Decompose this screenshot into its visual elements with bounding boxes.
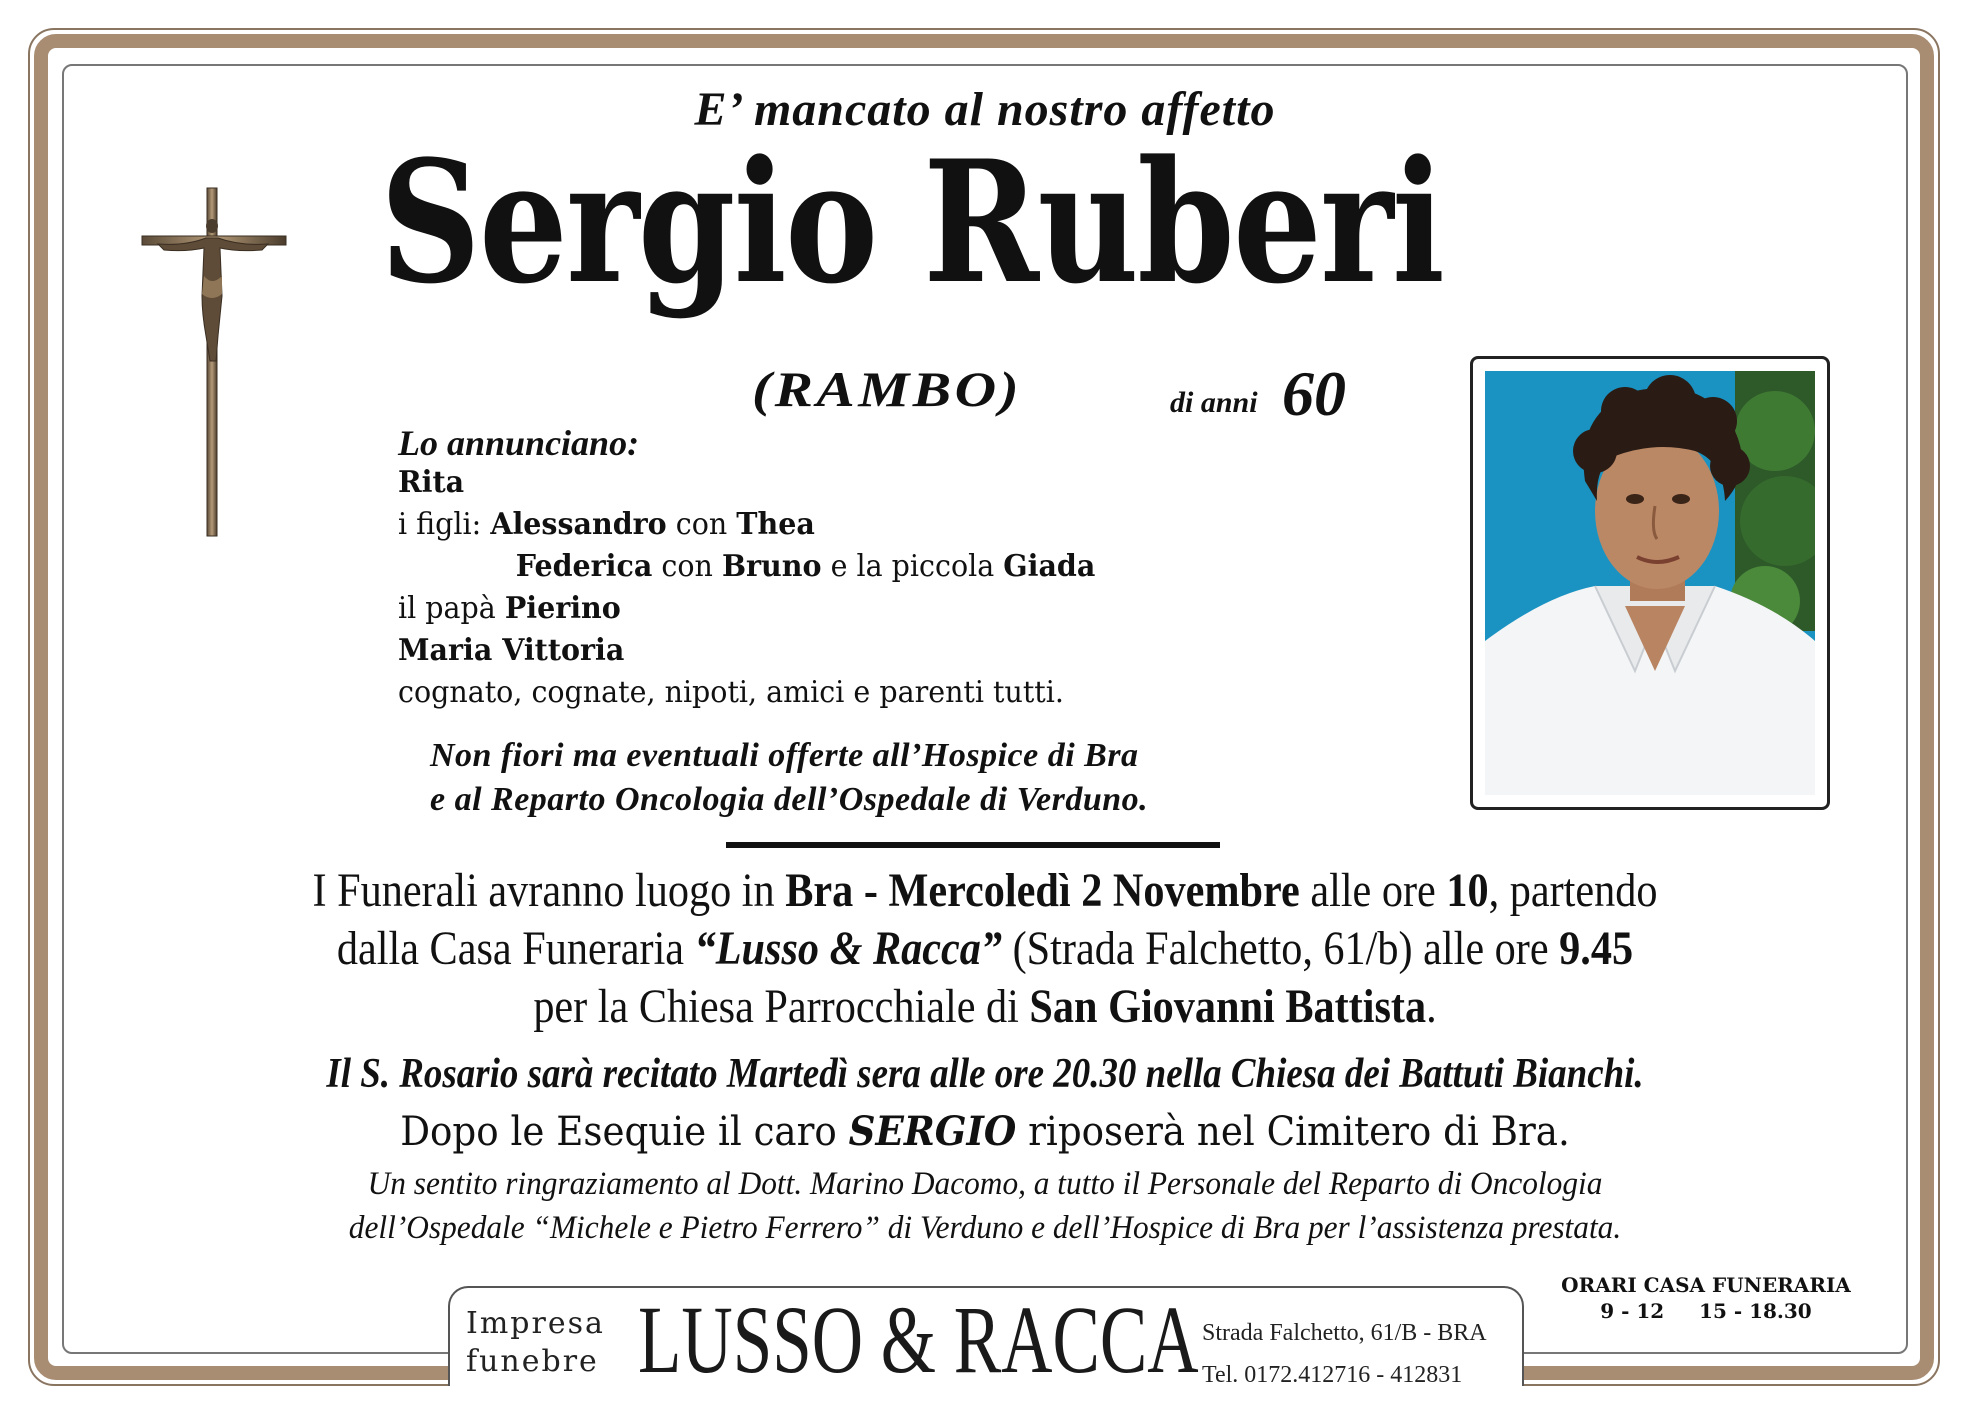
announcers-title: Lo annunciano: xyxy=(398,423,640,463)
crucifix-icon xyxy=(140,186,290,538)
child1-with: con xyxy=(675,507,728,542)
funeral-details xyxy=(118,862,1852,1036)
burial-notice-c: riposerà nel Cimitero di Bra. xyxy=(1016,1109,1570,1155)
funeral-line2 xyxy=(118,920,1852,978)
portrait-illustration xyxy=(1485,371,1815,795)
grandchild-name: Giada xyxy=(1003,549,1096,584)
impresa-label xyxy=(466,1305,605,1381)
funeral-home-contact xyxy=(1202,1312,1487,1396)
section-divider xyxy=(726,842,1220,848)
spouse-name: Rita xyxy=(398,465,465,500)
funeral-home-name: “Lusso & Racca” xyxy=(694,922,1003,975)
thanks-notice xyxy=(49,1162,1921,1250)
impresa-line1: Impresa xyxy=(466,1306,605,1341)
donation-note-line1: Non fiori ma eventuali offerte all’Hospice di Bra xyxy=(430,737,1139,774)
other-relative: Maria Vittoria xyxy=(398,633,625,668)
impresa-line2: funebre xyxy=(466,1344,599,1379)
child2-extra: e la piccola xyxy=(830,549,995,584)
family-row-child2 xyxy=(398,546,1095,588)
funeral-line2-c: (Strada Falchetto, 61/b) alle ore xyxy=(1002,922,1560,975)
thanks-line1: Un sentito ringraziamento al Dott. Marino Dacomo, a tutto il Personale del Reparto di Oncologia xyxy=(367,1166,1603,1202)
family-row-other xyxy=(398,630,1095,672)
child2-with: con xyxy=(661,549,713,584)
funeral-line2-a: dalla Casa Funeraria xyxy=(336,922,695,975)
family-list xyxy=(398,462,1095,714)
child2-partner: Bruno xyxy=(721,549,822,584)
family-row-spouse xyxy=(398,462,1095,504)
family-row-child1 xyxy=(398,504,1095,546)
donation-note xyxy=(430,734,1148,822)
intro-text: E’ mancato al nostro affetto xyxy=(694,83,1276,136)
funeral-line3-c: . xyxy=(1426,980,1437,1033)
church-name: San Giovanni Battista xyxy=(1029,980,1427,1033)
burial-notice-a: Dopo le Esequie il caro xyxy=(400,1109,849,1155)
funeral-home-phone: Tel. 0172.412716 - 412831 xyxy=(1202,1362,1463,1388)
funeral-line1 xyxy=(118,862,1852,920)
funeral-home-logo: LUSSO & RACCA xyxy=(638,1286,1199,1393)
nickname: (RAMBO) xyxy=(752,361,1023,417)
funeral-home-address: Strada Falchetto, 61/B - BRA xyxy=(1202,1320,1487,1346)
opening-hours-values: 9 - 12 15 - 18.30 xyxy=(1600,1299,1812,1323)
child1-name: Alessandro xyxy=(490,507,667,542)
funeral-line1-a: I Funerali avranno luogo in xyxy=(312,864,786,917)
burial-notice-name: SERGIO xyxy=(848,1108,1017,1155)
funeral-time: 10 xyxy=(1446,864,1489,917)
opening-hours-title: ORARI CASA FUNERARIA xyxy=(1561,1273,1851,1297)
father-name: Pierino xyxy=(504,591,621,626)
deceased-name: Sergio Ruberi xyxy=(380,123,1444,321)
funeral-date-place: Bra - Mercoledì 2 Novembre xyxy=(785,864,1300,917)
donation-note-line2: e al Reparto Oncologia dell’Ospedale di Verduno. xyxy=(430,781,1149,818)
rosary-notice: Il S. Rosario sarà recitato Martedì sera alle ore 20.30 nella Chiesa dei Battuti Bianchi. xyxy=(326,1051,1644,1097)
funeral-line3 xyxy=(118,978,1852,1036)
departure-time: 9.45 xyxy=(1559,922,1634,975)
portrait-frame xyxy=(1470,356,1830,810)
family-row-relatives xyxy=(398,672,1095,714)
thanks-line2: dell’Ospedale “Michele e Pietro Ferrero” di Verduno e dell’Hospice di Bra per l’assistenza prestata. xyxy=(348,1210,1622,1246)
burial-notice xyxy=(69,1108,1901,1155)
child1-partner: Thea xyxy=(736,507,815,542)
child2-name: Federica xyxy=(515,549,653,584)
age-value: 60 xyxy=(1282,358,1346,429)
age-label: di anni xyxy=(1170,386,1258,419)
relatives-text: cognato, cognate, nipoti, amici e parenti tutti. xyxy=(398,675,1064,710)
children-label: i figli: xyxy=(398,507,482,542)
funeral-line1-c: alle ore xyxy=(1299,864,1447,917)
funeral-line3-a: per la Chiesa Parrocchiale di xyxy=(533,980,1030,1033)
father-label: il papà xyxy=(398,591,496,626)
opening-hours xyxy=(1536,1272,1876,1324)
portrait-photo xyxy=(1485,371,1815,795)
family-row-father xyxy=(398,588,1095,630)
funeral-line1-e: , partendo xyxy=(1488,864,1658,917)
